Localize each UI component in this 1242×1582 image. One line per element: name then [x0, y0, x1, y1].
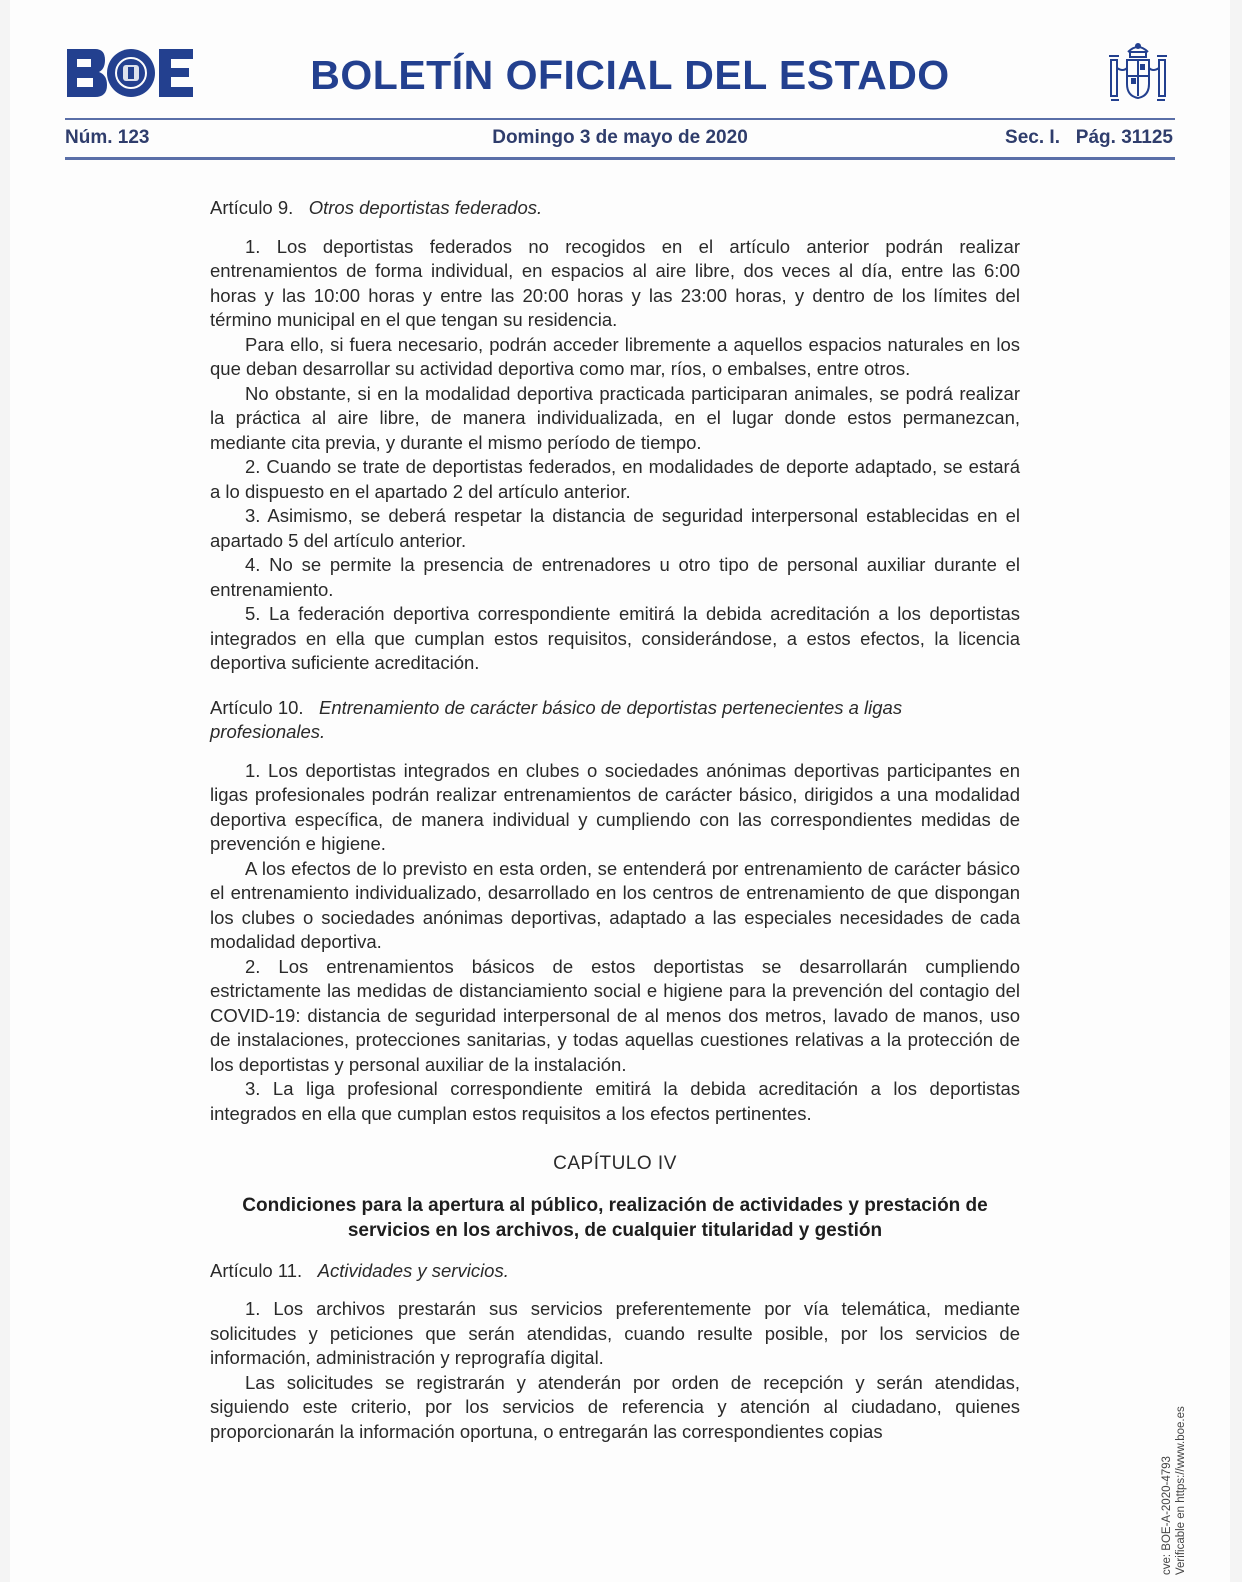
issue-number: Núm. 123 [65, 127, 150, 148]
paragraph: 2. Los entrenamientos básicos de estos deportistas se desarrollarán cumpliendo estrictamente las medidas de distanciamiento social e higiene para la prevención del contagio del COVID-19: distancia de seguridad interpersonal de al menos dos metros, lavado de manos, uso de instalaciones, protecciones sanitarias, y todas aquellas cuestiones relativas a la protección de los deportistas y personal auxiliar de la instalación. [210, 955, 1020, 1075]
article-10-heading [210, 696, 1020, 745]
article-11-heading [210, 1259, 1020, 1284]
paragraph: A los efectos de lo previsto en esta orden, se entenderá por entrenamiento de carácter básico el entrenamiento individualizado, desarrollado en los centros de entrenamiento de que dispongan los clubes o sociedades anónimas deportivas, adaptado a las especiales necesidades de cada modalidad deportiva. [210, 857, 1020, 952]
section-page: Sec. I. Pág. 31125 [1005, 127, 1173, 148]
document-page [10, 0, 1230, 1582]
article-9-heading [210, 196, 1020, 221]
article-label: Artículo 11. [210, 1259, 303, 1281]
paragraph: 2. Cuando se trate de deportistas federados, en modalidades de deporte adaptado, se estará a lo dispuesto en el apartado 2 del artículo anterior. [210, 456, 1020, 502]
cve-code: cve: BOE-A-2020-4793 [1161, 1456, 1173, 1575]
paragraph: 1. Los deportistas federados no recogidos en el artículo anterior podrán realizar entrenamientos de forma individual, en espacios al aire libre, dos veces al día, entre las 6:00 horas y las 10:00 horas y entre las 20:00 horas y las 23:00 horas, y dentro de los límites del término municipal en el que tengan su residencia. [210, 235, 1020, 330]
verification-url: Verificable en https://www.boe.es [1175, 1406, 1187, 1575]
chapter-title: Condiciones para la apertura al público, realización de actividades y prestación de servicios en los archivos, de cualquier titularidad y gestión [242, 1194, 988, 1241]
article-label: Artículo 10. [210, 696, 304, 718]
article-title: Actividades y servicios. [317, 1259, 509, 1281]
paragraph: 4. No se permite la presencia de entrenadores u otro tipo de personal auxiliar durante el entrenamiento. [210, 554, 1020, 600]
boe-logo-icon [65, 45, 195, 101]
article-title: Otros deportistas federados. [308, 197, 543, 218]
verification-note [1160, 1406, 1188, 1575]
header-rule-top [65, 118, 1175, 120]
paragraph: 3. La liga profesional correspondiente emitirá la debida acreditación a los deportistas integrados en ella que cumplan estos requisitos a los efectos pertinentes. [210, 1078, 1020, 1124]
header-rule-bottom [65, 157, 1175, 160]
paragraph: 5. La federación deportiva correspondiente emitirá la debida acreditación a los deportistas integrados en ella que cumplan estos requisitos, considerándose, a estos efectos, la licencia deportiva suficiente acreditación. [210, 603, 1020, 673]
document-body [210, 196, 1020, 1444]
paragraph: 3. Asimismo, se deberá respetar la distancia de seguridad interpersonal establecidas en el apartado 5 del artículo anterior. [210, 505, 1020, 551]
article-title: Entrenamiento de carácter básico de deportistas pertenecientes a ligas profesionales. [210, 696, 903, 742]
article-label: Artículo 9. [210, 197, 294, 218]
paragraph: 1. Los archivos prestarán sus servicios preferentemente por vía telemática, mediante solicitudes y peticiones que serán atendidas, cuando resulte posible, por los servicios de información, administración y reprografía digital. [210, 1298, 1020, 1368]
paragraph: Para ello, si fuera necesario, podrán acceder libremente a aquellos espacios naturales en los que deban desarrollar su actividad deportiva como mar, ríos, o embalses, entre otros. [210, 333, 1020, 379]
chapter-label: CAPÍTULO IV [553, 1153, 677, 1174]
issue-date: Domingo 3 de mayo de 2020 [492, 127, 748, 148]
gazette-title: BOLETÍN OFICIAL DEL ESTADO [310, 52, 950, 98]
spain-coat-of-arms-icon [1103, 38, 1173, 110]
paragraph: No obstante, si en la modalidad deportiva practicada participaran animales, se podrá realizar la práctica al aire libre, de manera individualizada, en el lugar donde estos permanezcan, mediante cita previa, y durante el mismo período de tiempo. [210, 382, 1020, 453]
paragraph: Las solicitudes se registrarán y atenderán por orden de recepción y serán atendidas, siguiendo este criterio, por los servicios de referencia y atención al ciudadano, quienes proporcionarán la información oportuna, o entregarán las correspondientes copias [210, 1371, 1020, 1442]
paragraph: 1. Los deportistas integrados en clubes o sociedades anónimas deportivas participantes en ligas profesionales podrán realizar entrenamientos de carácter básico, dirigidos a una modalidad deportiva específica, de manera individual y cumpliendo con las correspondientes medidas de prevención e higiene. [210, 759, 1020, 854]
